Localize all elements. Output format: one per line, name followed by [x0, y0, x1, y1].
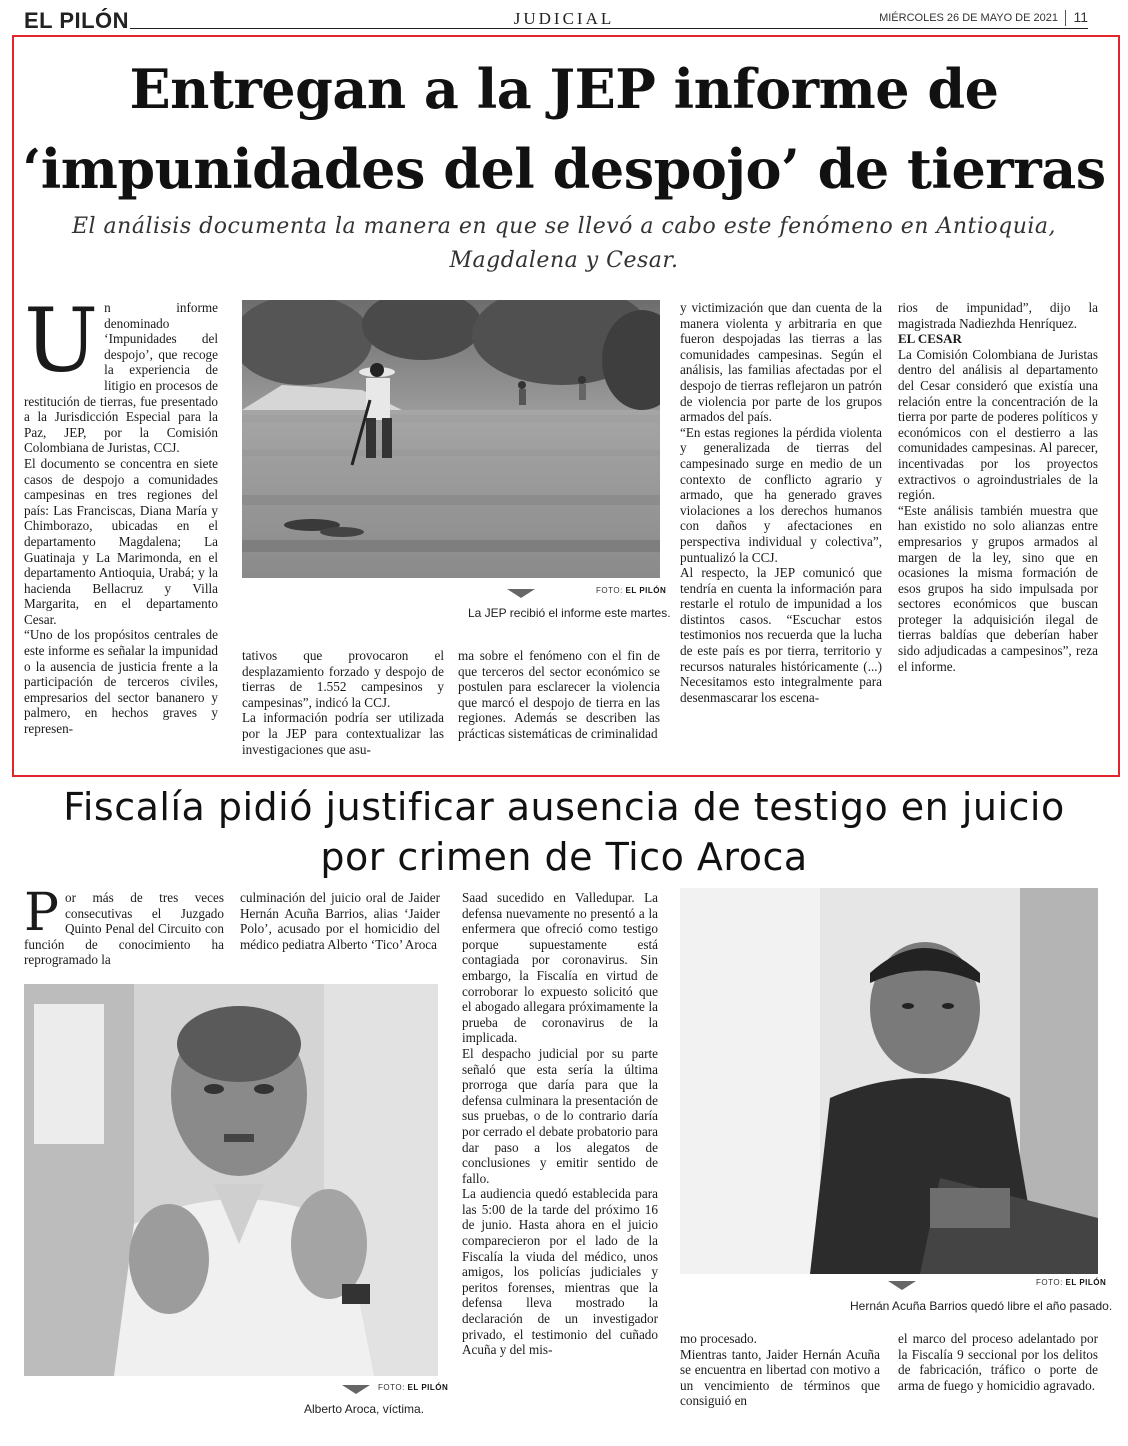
article1-subtitle: El análisis documenta la manera en que se llevó a cabo este fenómeno en Antioquia, Magdalena y Cesar.: [71, 214, 1057, 273]
article1-col4-p3: Al respecto, la JEP comunicó que tendría en cuenta la información para restarle el rotulo de impunidad a los distintos casos. “Escuchar estos testimonios nos recuerda que la lucha de este país es por tierra, territorio y recursos naturales históricamente (...) Necesitamos esto integralmente para desenmascarar los escena-: [680, 565, 882, 705]
hernan-acuna-photo: [680, 888, 1098, 1274]
article2-col2-p1: culminación del juicio oral de Jaider Hernán Acuña Barrios, alias ‘Jaider Polo’, acusado por el homicidio del médico pediatra Alberto ‘Tico’ Aroca: [240, 890, 440, 952]
header-rule: [130, 28, 1088, 29]
article2-col3-p3: La audiencia quedó establecida para las 5:00 de la tarde del próximo 16 de junio. Hasta ahora en el juicio comparecieron por el lado de la Fiscalía la viuda del médico, unos amigos, los policías judiciales y peritos forenses, mientras que la defensa lleva mostrado la declaración de un investigador privado, el testimonio del cuñado Acuña y del mis-: [462, 1186, 658, 1358]
section-name: JUDICIAL: [513, 9, 615, 28]
article1-col5-subtitle: EL CESAR: [898, 331, 962, 347]
article1-column3: [458, 648, 660, 762]
article1-col2-p1: tativos que provocaron el desplazamiento forzado y despojo de tierras de 1.552 campesinos y campesinas”, indicó la CCJ.: [242, 648, 444, 710]
article1-title-line1: Entregan a la JEP informe de: [129, 57, 999, 121]
caption-marker: [888, 1281, 916, 1290]
newspaper-logo: EL PILÓN: [24, 8, 130, 33]
article1-col5-p2: La Comisión Colombiana de Juristas dentro del análisis al departamento del Cesar consideró que existía una relación entre la concentración de la tierra por parte de poderes políticos y económicos con el destierro a las comunidades campesinas. Al parecer, incentivadas por los proyectos extractivos o agroindustriales de la región.: [898, 346, 1098, 503]
caption-marker: [507, 589, 535, 598]
article1-col5-p3: “Este análisis también muestra que han existido no solo alianzas entre empresarios y grupos armados al margen de la ley, sino que en ocasiones la misma formación de esos grupos ha sido impulsada por sectores económicos que buscan proteger la adquisición ilegal de tierras baldías que deberían haber sido adjudicadas a campesinos”, reza el informe.: [898, 502, 1098, 674]
article2-col4-p2: Mientras tanto, Jaider Hernán Acuña se encuentra en libertad con motivo a un vencimiento de términos que consiguió en: [680, 1346, 880, 1409]
article2-photo1: [24, 984, 438, 1376]
article2-col4-p1: mo procesado.: [680, 1331, 757, 1346]
article1-col1-p3: “Uno de los propósitos centrales de este informe es señalar la impunidad o la ausencia de justicia frente a la participación de terceros civiles, empresarios del sector bananero y palmero, en hechos graves y represen-: [24, 627, 218, 737]
article1-photo-credit: FOTO: EL PILÓN: [596, 586, 667, 595]
header-separator: [1065, 10, 1066, 26]
article1-dropcap: U: [24, 300, 99, 392]
article1-column1: [24, 300, 218, 762]
article1-photo-caption: La JEP recibió el informe este martes.: [468, 606, 671, 620]
article1-col3-p1: ma sobre el fenómeno con el fin de que terceros del sector económico se postulen para esclarecer la violencia que marcó el despojo de tierra en las regiones. Además se describen las prácticas sistemáticas de criminalidad: [458, 648, 660, 741]
article1-col1-p1: n informe denominado ‘Impunidades del despojo’, que recoge la experiencia de litigio en procesos de restitución de tierras, fue presentado a la Jurisdicción Especial para la Paz, JEP, por la Comisión Colombiana de Juristas, CCJ.: [24, 300, 218, 456]
alberto-aroca-photo: [24, 984, 438, 1376]
farmer-field-photo: [242, 300, 660, 578]
article1-col5-p1: rios de impunidad”, dijo la magistrada Nadiezhda Henríquez.: [898, 300, 1098, 331]
article2-column4: [680, 1331, 880, 1435]
article2-photo1-credit: FOTO: EL PILÓN: [378, 1383, 449, 1392]
article2-dropcap: P: [24, 890, 59, 943]
article2-column3: [462, 890, 658, 1436]
article2-col3-p1: Saad sucedido en Valledupar. La defensa nuevamente no presentó a la enfermera que ofreció como testigo porque supuestamente está contagiada por coronavirus. Sin embargo, la Fiscalía en virtud de corroborar lo expuesto solicitó que el abogado allegara próximamente la prueba de coronavirus de la implicada.: [462, 890, 658, 1046]
page-number: 11: [1073, 9, 1088, 25]
article1-column5: [898, 300, 1098, 762]
article2-title-line1: Fiscalía pidió justificar ausencia de testigo en juicio: [63, 785, 1065, 829]
article2-photo1-caption: Alberto Aroca, víctima.: [304, 1402, 425, 1416]
article1-col4-p2: “En estas regiones la pérdida violenta y generalizada de tierras del campesinado surge en medio de un contexto de conflicto agrario y armado, que ha generado graves violaciones a los derechos humanos con daños y afectaciones en perspectiva individual y colectiva”, puntualizó la CCJ.: [680, 424, 882, 565]
article2-title-line2: por crimen de Tico Aroca: [320, 835, 808, 879]
article2-col3-p2: El despacho judicial por su parte señaló que esta sería la última prorroga que daría para que la defensa culminara la presentación de sus pruebas, o de lo contrario daría por cerrado el debate probatorio para dar paso a los alegatos de conclusiones y emitir sentido de fallo.: [462, 1045, 658, 1186]
caption-marker: [342, 1385, 370, 1394]
article2-photo2-credit: FOTO: EL PILÓN: [1036, 1278, 1107, 1287]
article1-column2: [242, 648, 444, 762]
article2-column5: [898, 1331, 1098, 1435]
article1-col4-p1: y victimización que dan cuenta de la manera violenta y arbitraria en que fueron despojadas las tierras a las comunidades campesinas. Según el análisis, las familias afectadas por el despojo de tierras reflejaron un patrón de violencia por parte de los grupos armados del país.: [680, 300, 882, 425]
article2-column2: [240, 890, 440, 972]
article2-photo2-caption: Hernán Acuña Barrios quedó libre el año pasado.: [850, 1299, 1113, 1313]
issue-date: MIÉRCOLES 26 DE MAYO DE 2021: [879, 12, 1058, 24]
article2-col5-p1: el marco del proceso adelantado por la Fiscalía 9 seccional por los delitos de fabricación, tráfico o porte de arma de fuego y homicidio agravado.: [898, 1331, 1098, 1393]
article2-photo2: [680, 888, 1098, 1274]
article1-column4: [680, 300, 882, 762]
article1-col2-p2: La información podría ser utilizada por la JEP para contextualizar las investigaciones que asu-: [242, 710, 444, 757]
article2-col1-p1: or más de tres veces consecutivas el Juzgado Quinto Penal del Circuito con función de conocimiento ha reprogramado la: [24, 890, 224, 968]
article1-title-line2: ‘impunidades del despojo’ de tierras: [22, 137, 1106, 201]
article2-column1: [24, 890, 224, 972]
article1-photo: [242, 300, 660, 578]
article1-col1-p2: El documento se concentra en siete casos de despojo a comunidades campesinas en tres regiones del país: Las Franciscas, Diana María y Chimborazo, ubicadas en el departamento Magdalena; La Guatinaja y La Marimonda, en el departamento Antioquia, Urabá; y la hacienda Bellacruz y Villa Margarita, en el departamento Cesar.: [24, 455, 218, 627]
